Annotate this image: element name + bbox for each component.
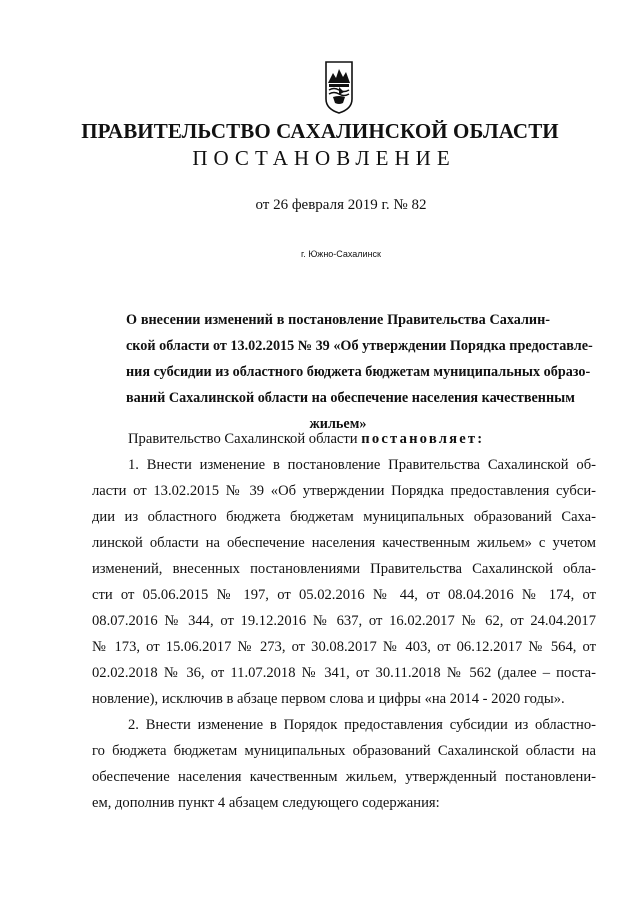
paragraph-line: го бюджета бюджетам муниципальных образований Сахалинской области на [92, 743, 596, 759]
paragraph-line: 08.07.2016 № 344, от 19.12.2016 № 637, от 16.02.2017 № 62, от 24.04.2017 [92, 613, 596, 629]
paragraph-line: 1. Внести изменение в постановление Правительства Сахалинской об- [128, 457, 596, 473]
document-city: г. Южно-Сахалинск [301, 249, 381, 259]
paragraph-line: 2. Внести изменение в Порядок предоставления субсидии из областно- [128, 717, 596, 733]
intro-line [92, 426, 596, 452]
paragraph-1 [92, 452, 596, 712]
paragraph-line: сти от 05.06.2015 № 197, от 05.02.2016 № 44, от 08.04.2016 № 174, от [92, 587, 596, 603]
document-type: ПОСТАНОВЛЕНИЕ [192, 146, 456, 170]
paragraph-line: новление), исключив в абзаце первом слова и цифры «на 2014 - 2020 годы». [92, 691, 565, 707]
subject-line: жильем» [309, 416, 367, 432]
paragraph-line: изменений, внесенных постановлениями Правительства Сахалинской обла- [92, 561, 596, 577]
document-date-number: от 26 февраля 2019 г. № 82 [255, 197, 427, 213]
paragraph-line: № 173, от 15.06.2017 № 273, от 30.08.2017 № 403, от 06.12.2017 № 564, от [92, 639, 596, 655]
paragraph-2 [92, 712, 596, 816]
subject-line: ваний Сахалинской области на обеспечение населения качественным [126, 390, 575, 406]
subject-line: О внесении изменений в постановление Правительства Сахалин- [126, 312, 550, 328]
organization-name: ПРАВИТЕЛЬСТВО САХАЛИНСКОЙ ОБЛАСТИ [81, 119, 559, 143]
intro-text: Правительство Сахалинской области [128, 431, 362, 447]
paragraph-line: 02.02.2018 № 36, от 11.07.2018 № 341, от 30.11.2018 № 562 (далее – поста- [92, 665, 596, 681]
intro-paragraph [92, 426, 596, 452]
paragraph-line: ем, дополнив пункт 4 абзацем следующего содержания: [92, 795, 440, 811]
document-subject [126, 307, 593, 437]
sakhalin-coat-of-arms-icon [323, 59, 355, 115]
paragraph-line: дии из областного бюджета бюджетам муниципальных образований Саха- [92, 509, 596, 525]
subject-line: ния субсидии из областного бюджета бюджетам муниципальных образо- [126, 364, 591, 380]
paragraph-line: линской области на обеспечение населения качественным жильем» с учетом [92, 535, 596, 551]
paragraph-line: ласти от 13.02.2015 № 39 «Об утверждении Порядка предоставления субси- [92, 483, 596, 499]
paragraph-line: обеспечение населения качественным жильем, утвержденный постановлени- [92, 769, 596, 785]
intro-emphasis: постановляет: [361, 431, 485, 447]
subject-line: ской области от 13.02.2015 № 39 «Об утверждении Порядка предоставле- [126, 338, 593, 354]
